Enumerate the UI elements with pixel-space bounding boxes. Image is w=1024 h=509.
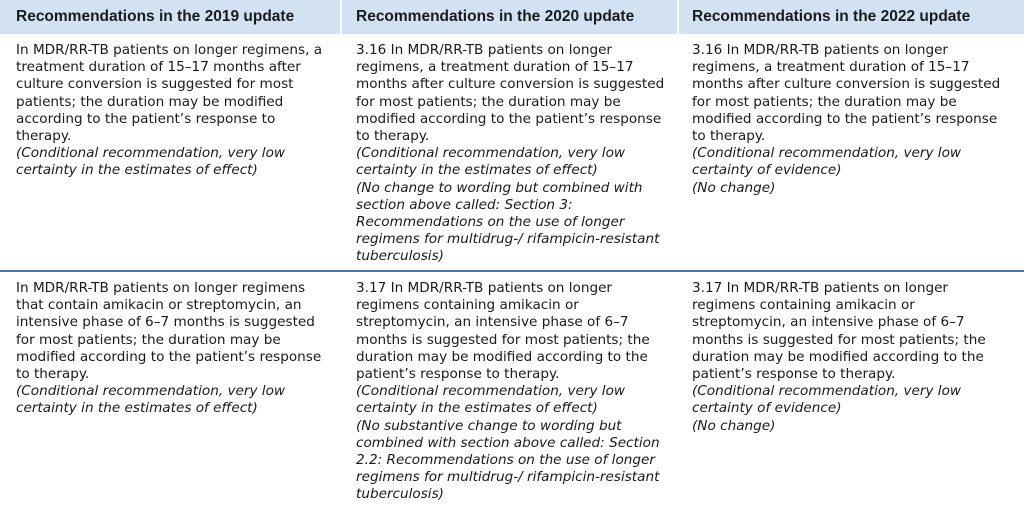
cell-text: 3.17 In MDR/RR-TB patients on longer regimens containing amikacin or streptomycin, an intensive phase of 6–7 months is suggested for most patients; the duration may be modified according to the patient’s response to therapy. <box>692 280 986 383</box>
cell-text: In MDR/RR-TB patients on longer regimens that contain amikacin or streptomycin, an intensive phase of 6–7 months is suggested for most patients; the duration may be modified according to the patient’s response to therapy. <box>16 280 322 383</box>
table-cell-row2-2022 <box>692 280 1010 435</box>
table-cell-row1-2020 <box>356 42 672 266</box>
table-cell-row1-2019 <box>16 42 334 180</box>
cell-note: (Conditional recommendation, very low certainty in the estimates of effect) <box>16 383 286 417</box>
cell-note: (No substantive change to wording but combined with section above called: Section 2.2: Recommendations on the use of longer regimens for multidrug-/ rifampicin-resistant tuberculosis) <box>356 417 660 503</box>
cell-note: (Conditional recommendation, very low certainty in the estimates of effect) <box>356 145 626 179</box>
header-col-2022: Recommendations in the 2022 update <box>692 8 971 25</box>
cell-text: 3.16 In MDR/RR-TB patients on longer regimens, a treatment duration of 15–17 months after culture conversion is suggested for most patients; the duration may be modified according to the patient’s response to therapy. <box>692 42 1001 145</box>
cell-text: In MDR/RR-TB patients on longer regimens, a treatment duration of 15–17 months after culture conversion is suggested for most patients; the duration may be modified according to the patient’s response to therapy. <box>16 42 323 145</box>
cell-note: (Conditional recommendation, very low certainty in the estimates of effect) <box>356 383 626 417</box>
header-separator <box>340 0 342 34</box>
cell-note: (Conditional recommendation, very low certainty in the estimates of effect) <box>16 145 286 179</box>
table-header <box>0 0 1024 34</box>
cell-note: (Conditional recommendation, very low certainty of evidence) <box>692 145 962 179</box>
cell-note: (No change to wording but combined with section above called: Section 3: Recommendations on the use of longer regimens for multidrug-/ rifampicin-resistant tuberculosis) <box>356 179 660 265</box>
cell-text: 3.17 In MDR/RR-TB patients on longer regimens containing amikacin or streptomycin, an intensive phase of 6–7 months is suggested for most patients; the duration may be modified according to the patient’s response to therapy. <box>356 280 650 383</box>
cell-note: (No change) <box>692 417 776 434</box>
cell-text: 3.16 In MDR/RR-TB patients on longer regimens, a treatment duration of 15–17 months after culture conversion is suggested for most patients; the duration may be modified according to the patient’s response to therapy. <box>356 42 665 145</box>
cell-note: (No change) <box>692 179 776 196</box>
table-cell-row1-2022 <box>692 42 1010 197</box>
header-col-2019: Recommendations in the 2019 update <box>16 8 295 25</box>
row-divider <box>0 270 1024 272</box>
cell-note: (Conditional recommendation, very low certainty of evidence) <box>692 383 962 417</box>
header-separator <box>677 0 679 34</box>
table-cell-row2-2020 <box>356 280 672 504</box>
table-cell-row2-2019 <box>16 280 334 418</box>
header-col-2020: Recommendations in the 2020 update <box>356 8 635 25</box>
